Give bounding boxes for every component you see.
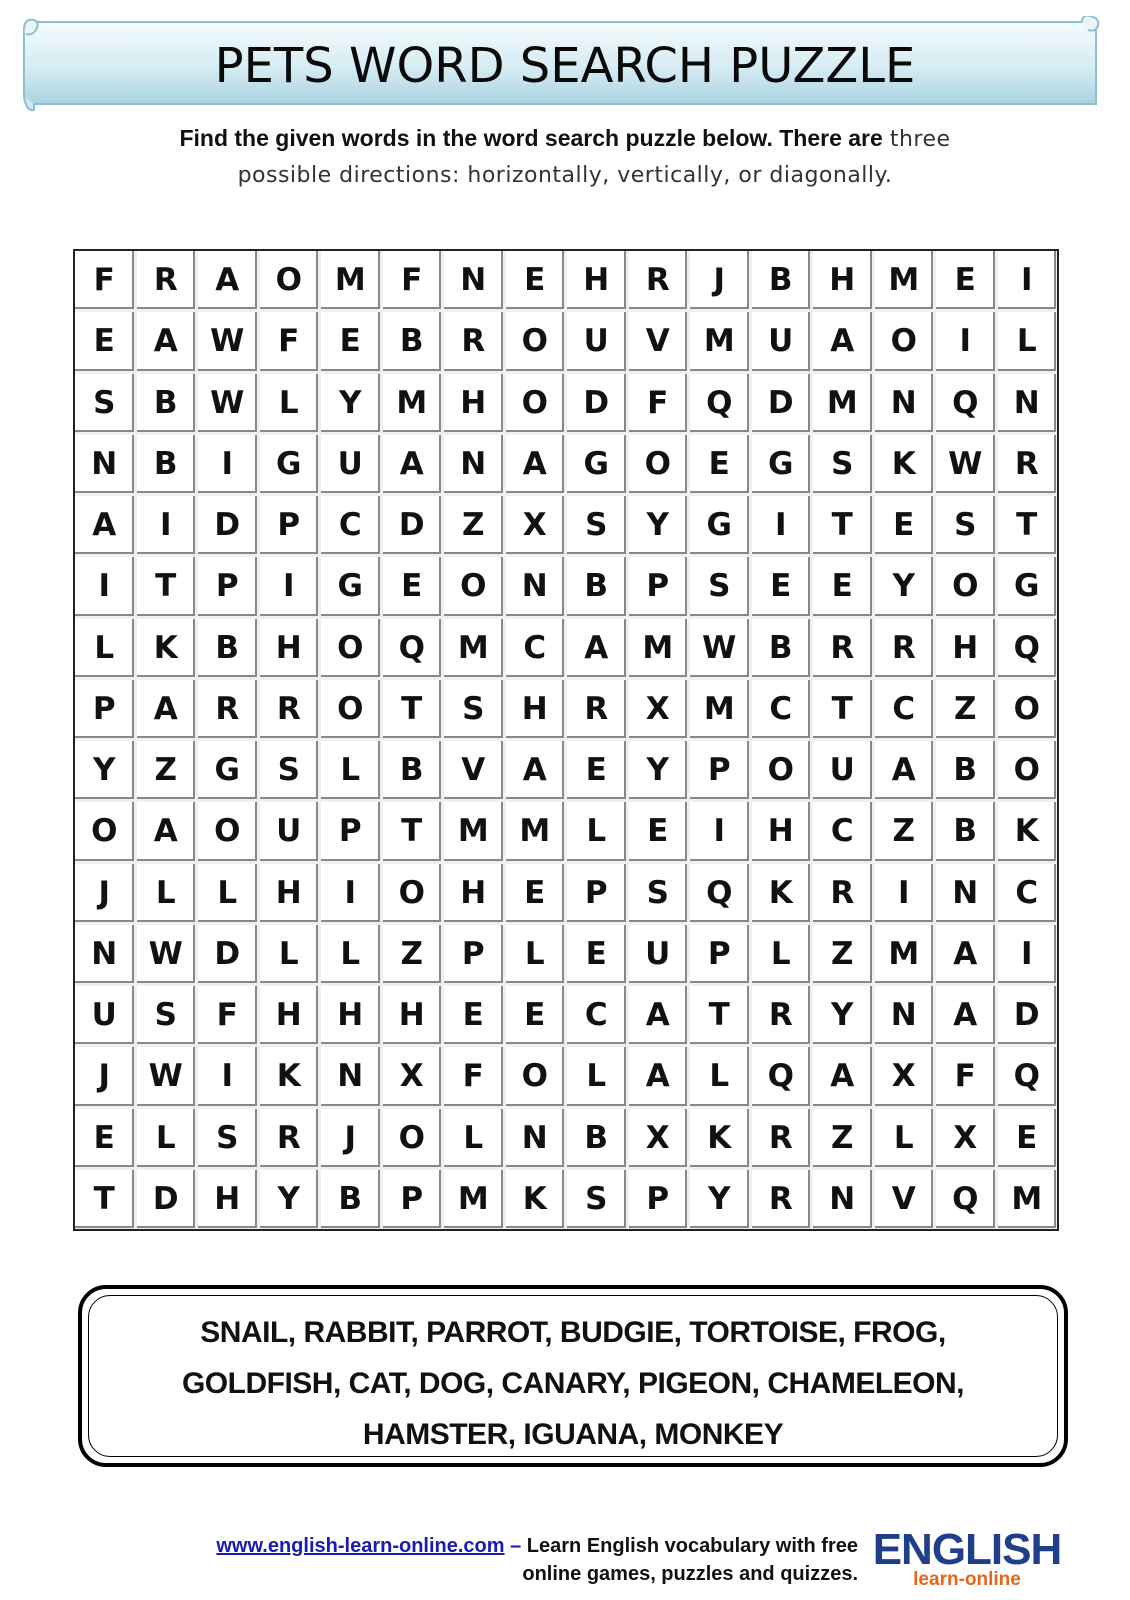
footer-dash: – <box>510 1535 522 1557</box>
grid-cell: A <box>506 741 568 802</box>
grid-cell: J <box>690 251 752 312</box>
grid-cell: W <box>137 925 199 986</box>
page-title: PETS WORD SEARCH PUZZLE <box>214 38 916 94</box>
grid-cell: C <box>998 864 1060 925</box>
grid-cell: S <box>567 1170 629 1231</box>
logo-sub-text: learn-online <box>913 1569 1021 1590</box>
grid-cell: X <box>506 496 568 557</box>
grid-cell: H <box>506 680 568 741</box>
grid-cell: E <box>75 312 137 373</box>
grid-cell: M <box>690 680 752 741</box>
grid-cell: T <box>383 680 445 741</box>
grid-cell: I <box>260 557 322 618</box>
grid-cell: N <box>75 925 137 986</box>
grid-cell: J <box>75 864 137 925</box>
grid-cell: B <box>137 374 199 435</box>
grid-cell: L <box>444 1109 506 1170</box>
grid-cell: U <box>321 435 383 496</box>
grid-cell: D <box>198 925 260 986</box>
grid-cell: L <box>506 925 568 986</box>
grid-cell: Y <box>260 1170 322 1231</box>
grid-cell: I <box>198 435 260 496</box>
grid-cell: C <box>752 680 814 741</box>
grid-cell: Y <box>875 557 937 618</box>
grid-cell: O <box>936 557 998 618</box>
grid-cell: G <box>998 557 1060 618</box>
grid-cell: I <box>137 496 199 557</box>
grid-cell: V <box>875 1170 937 1231</box>
grid-cell: F <box>75 251 137 312</box>
grid-cell: A <box>137 312 199 373</box>
grid-cell: W <box>936 435 998 496</box>
grid-cell: Z <box>813 1109 875 1170</box>
grid-cell: U <box>813 741 875 802</box>
english-learn-online-logo <box>872 1525 1062 1594</box>
instructions-light-2: possible directions: horizontally, vertically, or diagonally. <box>237 163 893 188</box>
grid-cell: W <box>198 374 260 435</box>
grid-cell: N <box>321 1047 383 1108</box>
grid-cell: M <box>444 802 506 863</box>
grid-cell: Q <box>936 374 998 435</box>
grid-cell: T <box>813 680 875 741</box>
grid-cell: H <box>936 619 998 680</box>
grid-cell: S <box>444 680 506 741</box>
grid-cell: E <box>321 312 383 373</box>
grid-cell: O <box>444 557 506 618</box>
grid-cell: M <box>875 251 937 312</box>
grid-cell: C <box>321 496 383 557</box>
grid-cell: O <box>506 1047 568 1108</box>
grid-cell: I <box>690 802 752 863</box>
grid-cell: Q <box>752 1047 814 1108</box>
grid-cell: D <box>567 374 629 435</box>
grid-cell: E <box>506 251 568 312</box>
grid-cell: Z <box>137 741 199 802</box>
grid-cell: R <box>813 864 875 925</box>
grid-cell: I <box>998 251 1060 312</box>
grid-cell: E <box>813 557 875 618</box>
grid-cell: K <box>998 802 1060 863</box>
grid-cell: I <box>752 496 814 557</box>
grid-cell: P <box>260 496 322 557</box>
grid-cell: O <box>321 619 383 680</box>
grid-cell: G <box>198 741 260 802</box>
grid-cell: S <box>690 557 752 618</box>
grid-cell: F <box>383 251 445 312</box>
grid-cell: H <box>567 251 629 312</box>
grid-cell: M <box>875 925 937 986</box>
grid-cell: H <box>198 1170 260 1231</box>
grid-cell: O <box>506 312 568 373</box>
grid-cell: R <box>875 619 937 680</box>
grid-cell: P <box>75 680 137 741</box>
grid-cell: Z <box>936 680 998 741</box>
grid-cell: Q <box>998 619 1060 680</box>
grid-cell: L <box>137 1109 199 1170</box>
grid-cell: U <box>75 986 137 1047</box>
grid-cell: O <box>998 741 1060 802</box>
grid-cell: S <box>629 864 691 925</box>
grid-cell: L <box>75 619 137 680</box>
grid-cell: H <box>752 802 814 863</box>
grid-cell: E <box>506 986 568 1047</box>
grid-cell: K <box>506 1170 568 1231</box>
grid-cell: K <box>875 435 937 496</box>
grid-cell: Z <box>875 802 937 863</box>
grid-cell: R <box>752 986 814 1047</box>
grid-cell: Q <box>998 1047 1060 1108</box>
grid-cell: H <box>260 619 322 680</box>
grid-cell: E <box>383 557 445 618</box>
grid-cell: I <box>875 864 937 925</box>
grid-cell: O <box>383 1109 445 1170</box>
grid-cell: C <box>813 802 875 863</box>
grid-cell: I <box>936 312 998 373</box>
logo-main-text: ENGLISH <box>872 1525 1062 1574</box>
grid-cell: T <box>75 1170 137 1231</box>
grid-cell: A <box>137 802 199 863</box>
grid-cell: F <box>936 1047 998 1108</box>
grid-cell: P <box>383 1170 445 1231</box>
grid-cell: L <box>567 802 629 863</box>
word-list <box>112 1307 1034 1460</box>
grid-cell: F <box>260 312 322 373</box>
grid-cell: P <box>444 925 506 986</box>
grid-cell: A <box>629 986 691 1047</box>
grid-cell: V <box>444 741 506 802</box>
grid-cell: M <box>813 374 875 435</box>
grid-cell: F <box>444 1047 506 1108</box>
grid-cell: R <box>813 619 875 680</box>
grid-cell: S <box>137 986 199 1047</box>
grid-cell: A <box>936 925 998 986</box>
grid-cell: Y <box>690 1170 752 1231</box>
grid-cell: M <box>321 251 383 312</box>
footer-text-1: Learn English vocabulary with free <box>526 1535 858 1557</box>
grid-cell: C <box>875 680 937 741</box>
grid-cell: I <box>321 864 383 925</box>
grid-cell: H <box>813 251 875 312</box>
instructions <box>100 120 1030 194</box>
grid-cell: S <box>813 435 875 496</box>
word-list-line: HAMSTER, IGUANA, MONKEY <box>362 1418 784 1451</box>
grid-cell: W <box>198 312 260 373</box>
grid-cell: I <box>198 1047 260 1108</box>
grid-cell: R <box>752 1109 814 1170</box>
grid-cell: U <box>752 312 814 373</box>
grid-cell: A <box>629 1047 691 1108</box>
grid-cell: H <box>444 864 506 925</box>
grid-cell: R <box>444 312 506 373</box>
grid-cell: N <box>444 251 506 312</box>
grid-cell: R <box>137 251 199 312</box>
grid-cell: T <box>137 557 199 618</box>
grid-cell: O <box>875 312 937 373</box>
grid-cell: K <box>752 864 814 925</box>
grid-cell: H <box>260 864 322 925</box>
grid-cell: B <box>383 312 445 373</box>
grid-cell: T <box>690 986 752 1047</box>
grid-cell: X <box>629 1109 691 1170</box>
grid-cell: A <box>506 435 568 496</box>
grid-cell: Q <box>690 374 752 435</box>
grid-cell: K <box>137 619 199 680</box>
grid-cell: B <box>752 251 814 312</box>
grid-cell: Y <box>813 986 875 1047</box>
grid-cell: Z <box>444 496 506 557</box>
grid-cell: R <box>629 251 691 312</box>
grid-cell: Q <box>383 619 445 680</box>
grid-cell: T <box>813 496 875 557</box>
grid-cell: N <box>506 1109 568 1170</box>
grid-cell: B <box>383 741 445 802</box>
grid-cell: L <box>321 925 383 986</box>
grid-cell: B <box>752 619 814 680</box>
grid-cell: U <box>567 312 629 373</box>
grid-cell: O <box>260 251 322 312</box>
grid-cell: N <box>506 557 568 618</box>
grid-cell: B <box>936 802 998 863</box>
grid-cell: V <box>629 312 691 373</box>
grid-cell: E <box>752 557 814 618</box>
grid-cell: M <box>506 802 568 863</box>
grid-cell: G <box>260 435 322 496</box>
grid-cell: M <box>690 312 752 373</box>
grid-cell: Z <box>383 925 445 986</box>
grid-cell: O <box>629 435 691 496</box>
grid-cell: X <box>629 680 691 741</box>
grid-cell: E <box>506 864 568 925</box>
grid-cell: E <box>998 1109 1060 1170</box>
grid-cell: N <box>936 864 998 925</box>
grid-cell: N <box>875 374 937 435</box>
grid-cell: L <box>137 864 199 925</box>
grid-cell: P <box>690 741 752 802</box>
instructions-bold: Find the given words in the word search puzzle below. There are <box>179 125 883 151</box>
grid-cell: O <box>998 680 1060 741</box>
grid-cell: U <box>629 925 691 986</box>
grid-cell: E <box>567 925 629 986</box>
grid-cell: D <box>137 1170 199 1231</box>
grid-cell: L <box>260 925 322 986</box>
grid-cell: B <box>936 741 998 802</box>
grid-cell: M <box>444 1170 506 1231</box>
footer-text-2: online games, puzzles and quizzes. <box>522 1563 858 1585</box>
grid-cell: D <box>752 374 814 435</box>
grid-cell: S <box>260 741 322 802</box>
grid-cell: R <box>998 435 1060 496</box>
grid-cell: B <box>567 557 629 618</box>
grid-cell: S <box>198 1109 260 1170</box>
grid-cell: D <box>198 496 260 557</box>
grid-cell: L <box>321 741 383 802</box>
grid-cell: L <box>260 374 322 435</box>
grid-cell: G <box>567 435 629 496</box>
grid-cell: U <box>260 802 322 863</box>
grid-cell: L <box>198 864 260 925</box>
grid-cell: P <box>321 802 383 863</box>
grid-cell: O <box>752 741 814 802</box>
grid-cell: O <box>321 680 383 741</box>
grid-cell: P <box>567 864 629 925</box>
grid-cell: P <box>198 557 260 618</box>
grid-cell: L <box>690 1047 752 1108</box>
instructions-light-1: three <box>889 127 951 152</box>
grid-cell: M <box>998 1170 1060 1231</box>
grid-cell: J <box>75 1047 137 1108</box>
word-list-line: SNAIL, RABBIT, PARROT, BUDGIE, TORTOISE, FROG, <box>200 1316 946 1349</box>
grid-cell: I <box>75 557 137 618</box>
grid-cell: S <box>936 496 998 557</box>
grid-cell: Y <box>321 374 383 435</box>
grid-cell: D <box>383 496 445 557</box>
grid-cell: K <box>260 1047 322 1108</box>
grid-cell: A <box>875 741 937 802</box>
grid-cell: G <box>690 496 752 557</box>
grid-cell: P <box>629 557 691 618</box>
grid-cell: B <box>567 1109 629 1170</box>
grid-cell: L <box>998 312 1060 373</box>
grid-cell: R <box>752 1170 814 1231</box>
grid-cell: N <box>875 986 937 1047</box>
grid-cell: Q <box>936 1170 998 1231</box>
grid-cell: N <box>444 435 506 496</box>
grid-cell: R <box>260 680 322 741</box>
grid-cell: O <box>383 864 445 925</box>
grid-cell: W <box>690 619 752 680</box>
grid-cell: E <box>936 251 998 312</box>
grid-cell: Y <box>629 741 691 802</box>
grid-cell: H <box>321 986 383 1047</box>
grid-cell: C <box>506 619 568 680</box>
grid-cell: I <box>998 925 1060 986</box>
grid-cell: N <box>998 374 1060 435</box>
grid-cell: G <box>321 557 383 618</box>
grid-cell: Y <box>629 496 691 557</box>
grid-cell: R <box>198 680 260 741</box>
grid-cell: M <box>629 619 691 680</box>
grid-cell: A <box>198 251 260 312</box>
grid-cell: E <box>875 496 937 557</box>
word-list-line: GOLDFISH, CAT, DOG, CANARY, PIGEON, CHAMELEON, <box>181 1367 965 1400</box>
word-search-grid <box>73 249 1059 1231</box>
grid-cell: X <box>875 1047 937 1108</box>
grid-cell: Q <box>690 864 752 925</box>
grid-cell: A <box>813 1047 875 1108</box>
grid-cell: E <box>690 435 752 496</box>
grid-cell: X <box>383 1047 445 1108</box>
grid-cell: E <box>567 741 629 802</box>
grid-cell: S <box>75 374 137 435</box>
grid-cell: C <box>567 986 629 1047</box>
grid-cell: M <box>383 374 445 435</box>
grid-cell: D <box>998 986 1060 1047</box>
grid-cell: N <box>813 1170 875 1231</box>
grid-cell: H <box>444 374 506 435</box>
grid-cell: H <box>260 986 322 1047</box>
grid-cell: M <box>444 619 506 680</box>
grid-cell: A <box>137 680 199 741</box>
grid-cell: G <box>752 435 814 496</box>
grid-cell: A <box>936 986 998 1047</box>
grid-cell: B <box>198 619 260 680</box>
grid-cell: P <box>629 1170 691 1231</box>
grid-cell: B <box>137 435 199 496</box>
grid-cell: L <box>567 1047 629 1108</box>
footer <box>78 1532 858 1588</box>
grid-cell: L <box>875 1109 937 1170</box>
title-banner <box>22 16 1108 108</box>
grid-cell: A <box>75 496 137 557</box>
grid-cell: S <box>567 496 629 557</box>
grid-cell: F <box>198 986 260 1047</box>
grid-cell: J <box>321 1109 383 1170</box>
grid-cell: W <box>137 1047 199 1108</box>
grid-cell: T <box>998 496 1060 557</box>
grid-cell: K <box>690 1109 752 1170</box>
grid-cell: A <box>383 435 445 496</box>
grid-cell: E <box>629 802 691 863</box>
grid-cell: A <box>567 619 629 680</box>
grid-cell: N <box>75 435 137 496</box>
grid-cell: R <box>260 1109 322 1170</box>
grid-cell: A <box>813 312 875 373</box>
grid-cell: O <box>198 802 260 863</box>
grid-cell: E <box>444 986 506 1047</box>
grid-cell: O <box>506 374 568 435</box>
grid-cell: F <box>629 374 691 435</box>
grid-cell: O <box>75 802 137 863</box>
grid-cell: E <box>75 1109 137 1170</box>
word-list-box <box>78 1285 1068 1467</box>
grid-cell: H <box>383 986 445 1047</box>
grid-cell: P <box>690 925 752 986</box>
grid-cell: X <box>936 1109 998 1170</box>
grid-cell: L <box>752 925 814 986</box>
grid-cell: T <box>383 802 445 863</box>
grid-cell: R <box>567 680 629 741</box>
grid-cell: Y <box>75 741 137 802</box>
grid-cell: Z <box>813 925 875 986</box>
grid-cell: B <box>321 1170 383 1231</box>
site-link[interactable]: www.english-learn-online.com <box>216 1535 505 1557</box>
